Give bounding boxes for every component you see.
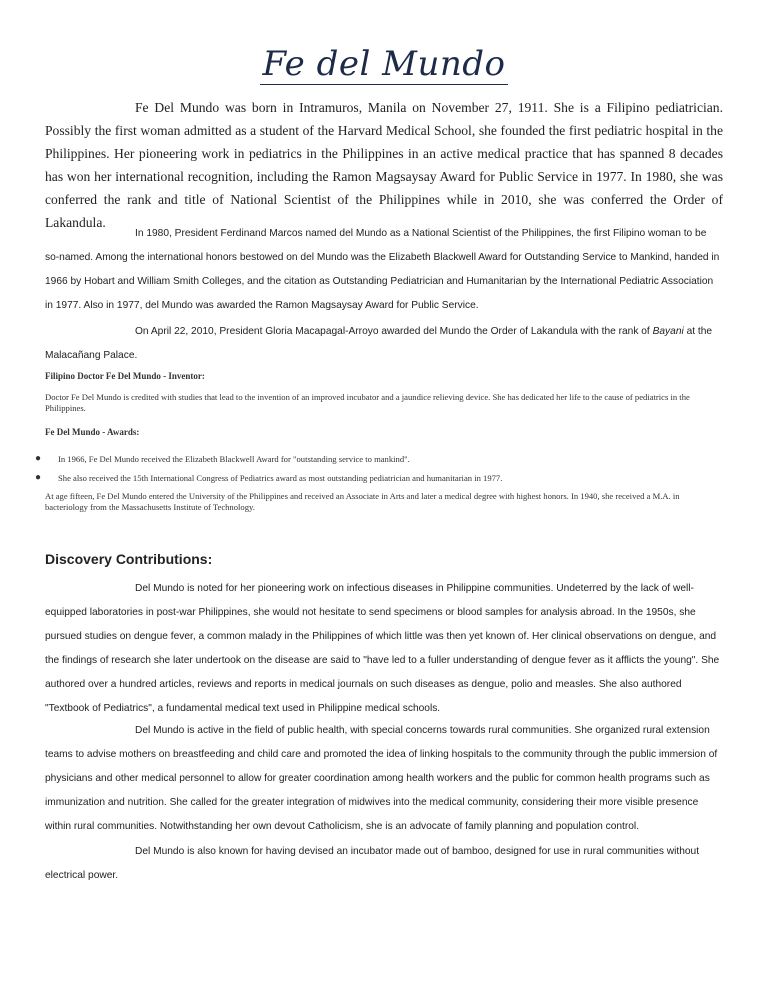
discovery-paragraph-1: Del Mundo is noted for her pioneering work on infectious diseases in Philippine communities. Undeterred by the lack of well-equipped laboratories in post-war Philippines, she would not hesitate to send specimens or blood samples for analysis abroad. In the 1950s, she pursued studies on dengue fever, a common malady in the Philippines of which little was then yet known of. Her clinical observations on dengue, and the findings of research she later undertook on the disease are said to "have led to a fuller understanding of dengue fever as it afflicts the young". She authored over a hundred articles, reviews and reports in medical journals on such diseases as dengue, polio and measles. She also authored "Textbook of Pediatrics", a fundamental medical text used in Philippine medical schools. — [45, 583, 720, 714]
education-text: At age fifteen, Fe Del Mundo entered the University of the Philippines and received an Associate in Arts and later a medical degree with highest honors. In 1940, she received a M.A. in bacteriology from the Massachusetts Institute of Technology. — [45, 491, 680, 512]
inventor-heading: Filipino Doctor Fe Del Mundo - Inventor: — [45, 371, 205, 381]
list-item: ● In 1966, Fe Del Mundo received the Elizabeth Blackwell Award for "outstanding service to mankind". — [35, 453, 410, 464]
bayani-rank: Bayani — [652, 326, 684, 337]
awards-heading: Fe Del Mundo - Awards: — [45, 427, 140, 437]
bullet-icon: ● — [35, 472, 42, 483]
list-item: ● She also received the 15th International Congress of Pediatrics award as most outstanding pediatrician and humanitarian in 1977. — [35, 472, 503, 483]
document-title: Fe del Mundo — [262, 44, 506, 84]
discovery-paragraph-3: Del Mundo is also known for having devised an incubator made out of bamboo, designed for use in rural communities without electrical power. — [45, 846, 700, 881]
bullet-icon: ● — [35, 453, 42, 464]
discovery-heading: Discovery Contributions: — [45, 551, 213, 567]
paragraph-1980: In 1980, President Ferdinand Marcos named del Mundo as a National Scientist of the Philippines, the first Filipino woman to be so-named. Among the international honors bestowed on del Mundo was the Elizabeth Blackwell Award for Outstanding Service to Mankind, handed in 1966 by Hobart and William Smith Colleges, and the citation as Outstanding Pediatrician and Humanitarian by the International Pediatric Association in 1977. Also in 1977, del Mundo was awarded the Ramon Magsaysay Award for Public Service. — [45, 228, 720, 311]
inventor-text: Doctor Fe Del Mundo is credited with studies that lead to the invention of an improved incubator and a jaundice relieving device. She has dedicated her life to the cause of pediatrics in the Philippines. — [45, 392, 690, 413]
paragraph-2010: On April 22, 2010, President Gloria Macapagal-Arroyo awarded del Mundo the Order of Lakandula with the rank of Bayani at the Malacañang Palace. — [45, 326, 713, 361]
awards-list — [0, 452, 768, 490]
intro-paragraph: Fe Del Mundo was born in Intramuros, Manila on November 27, 1911. She is a Filipino pediatrician. Possibly the first woman admitted as a student of the Harvard Medical School, she founded the first pediatric hospital in the Philippines. Her pioneering work in pediatrics in the Philippines in an active medical practice that has spanned 8 decades has won her international recognition, including the Ramon Magsaysay Award for Public Service in 1977. In 1980, she was conferred the rank and title of National Scientist of the Philippines while in 2010, she was conferred the Order of Lakandula. — [45, 100, 723, 230]
discovery-paragraph-2: Del Mundo is active in the field of public health, with special concerns towards rural communities. She organized rural extension teams to advise mothers on breastfeeding and child care and promoted the idea of linking hospitals to the community through the public immersion of physicians and other medical personnel to allow for greater coordination among health workers and the public for common health programs such as immunization and nutrition. She called for the greater integration of midwives into the medical community, considering their more visible presence within rural communities. Notwithstanding her own devout Catholicism, she is an advocate of family planning and population control. — [45, 725, 718, 832]
